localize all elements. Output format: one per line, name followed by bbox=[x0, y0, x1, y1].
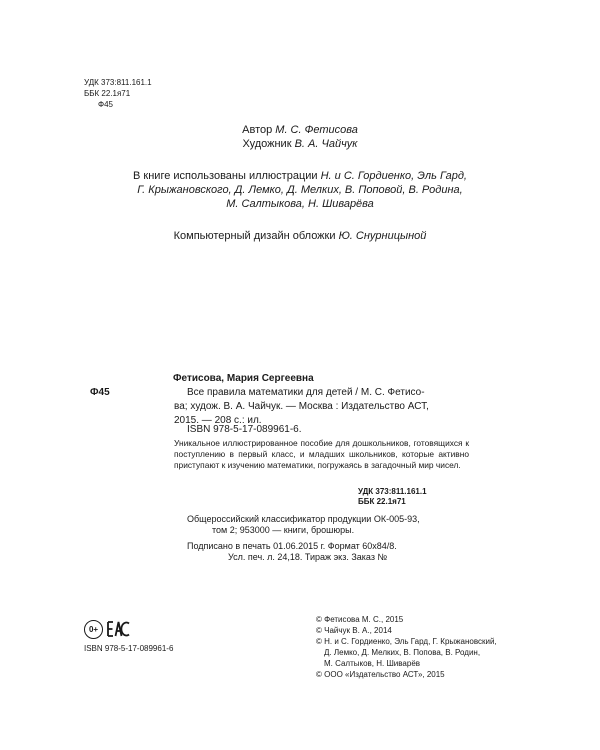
card-udk: УДК 373:811.161.1 bbox=[358, 487, 427, 496]
author-label: Автор bbox=[242, 124, 273, 136]
print-line-2: Усл. печ. л. 24,18. Тираж экз. Заказ № bbox=[228, 552, 388, 562]
artist-name: В. А. Чайчук bbox=[294, 138, 358, 150]
copyright-5: М. Салтыков, Н. Шиварёв bbox=[324, 659, 421, 668]
author-credit bbox=[0, 123, 600, 137]
illustrators-1: Н. и С. Гордиенко, Эль Гард, bbox=[320, 170, 467, 182]
copyright-6: © ООО «Издательство АСТ», 2015 bbox=[316, 670, 445, 679]
illustrations-line-1 bbox=[0, 169, 600, 183]
copyright-3: © Н. и С. Гордиенко, Эль Гард, Г. Крыжановский, bbox=[316, 637, 497, 646]
illustrators-3: М. Салтыкова, Н. Шиварёва bbox=[226, 198, 374, 210]
copyright-1: © Фетисова М. С., 2015 bbox=[316, 615, 404, 624]
udk-code: УДК 373:811.161.1 bbox=[84, 78, 152, 87]
print-line-1: Подписано в печать 01.06.2015 г. Формат 60х84/8. bbox=[187, 541, 397, 551]
card-line-2: ва; худож. В. А. Чайчук. — Москва : Издательство АСТ, bbox=[174, 401, 429, 412]
copyright-4: Д. Лемко, Д. Мелких, В. Попова, В. Родин, bbox=[324, 648, 481, 657]
classifier-line-2: том 2; 953000 — книги, брошюры. bbox=[212, 525, 355, 535]
cover-designer: Ю. Снурницыной bbox=[338, 230, 427, 242]
bbk-code: ББК 22.1я71 bbox=[84, 89, 131, 98]
card-heading: Фетисова, Мария Сергеевна bbox=[173, 373, 314, 384]
cover-label: Компьютерный дизайн обложки bbox=[173, 230, 336, 242]
artist-label: Художник bbox=[242, 138, 292, 150]
card-isbn: ISBN 978-5-17-089961-6. bbox=[187, 424, 302, 435]
isbn-bottom: ISBN 978-5-17-089961-6 bbox=[84, 644, 174, 653]
book-index: Ф45 bbox=[98, 100, 113, 109]
card-line-3: 2015. — 208 с.: ил. bbox=[174, 415, 262, 426]
classifier-line-1: Общероссийский классификатор продукции ОК-005-93, bbox=[187, 514, 420, 524]
artist-credit bbox=[0, 137, 600, 151]
cover-design-credit bbox=[0, 229, 600, 243]
copyright-2: © Чайчук В. А., 2014 bbox=[316, 626, 392, 635]
illustrators-2: Г. Крыжановского, Д. Лемко, Д. Мелких, В. Поповой, В. Родина, bbox=[137, 184, 463, 196]
card-bbk: ББК 22.1я71 bbox=[358, 497, 406, 506]
age-rating-badge: 0+ bbox=[84, 620, 103, 639]
author-name: М. С. Фетисова bbox=[275, 124, 358, 136]
card-annotation: Уникальное иллюстрированное пособие для дошкольников, готовящихся к поступлению в первый класс, и младших школьников, которые активно приступают к изучению математики, погружаясь в загадочный мир чисел. bbox=[174, 438, 469, 470]
card-line-1: Все правила математики для детей / М. С. Фетисо- bbox=[187, 387, 425, 398]
card-index: Ф45 bbox=[90, 387, 110, 398]
illustrations-prefix: В книге использованы иллюстрации bbox=[133, 170, 318, 182]
eac-mark-icon bbox=[107, 620, 131, 638]
